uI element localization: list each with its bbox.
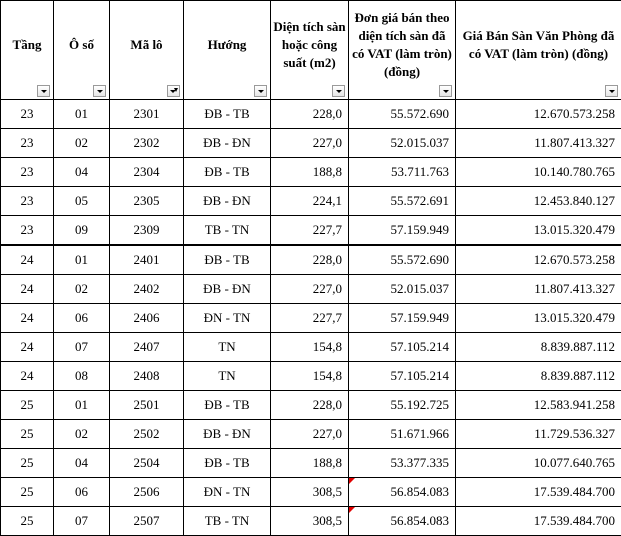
total-price-cell[interactable]: 17.539.484.700	[456, 507, 621, 536]
unit-no-cell[interactable]: 04	[54, 449, 110, 478]
comment-indicator-icon[interactable]	[349, 507, 355, 513]
header-direction-label: Hướng	[207, 37, 247, 52]
unit-price-cell[interactable]: 52.015.037	[349, 275, 456, 304]
direction-cell[interactable]: ĐB - TB	[184, 449, 271, 478]
filter-dropdown-icon[interactable]	[332, 85, 345, 97]
floor-cell[interactable]: 23	[1, 129, 54, 158]
comment-indicator-icon[interactable]	[349, 478, 355, 484]
lot-code-cell[interactable]: 2407	[110, 333, 184, 362]
total-price-cell[interactable]: 13.015.320.479	[456, 304, 621, 333]
floor-cell[interactable]: 25	[1, 478, 54, 507]
table-row	[1, 275, 621, 304]
floor-cell[interactable]: 25	[1, 507, 54, 536]
floor-cell[interactable]: 23	[1, 187, 54, 216]
table-row	[1, 245, 621, 275]
table-row	[1, 216, 621, 246]
direction-cell[interactable]: TB - TN	[184, 216, 271, 246]
filter-dropdown-icon[interactable]	[93, 85, 106, 97]
area-cell[interactable]: 154,8	[271, 333, 349, 362]
unit-price-cell[interactable]: 57.159.949	[349, 304, 456, 333]
floor-cell[interactable]: 23	[1, 158, 54, 187]
unit-price-cell[interactable]: 53.711.763	[349, 158, 456, 187]
floor-cell[interactable]: 23	[1, 100, 54, 129]
header-lot-code-label: Mã lô	[130, 37, 163, 52]
unit-no-cell[interactable]: 01	[54, 245, 110, 275]
total-price-cell[interactable]: 10.140.780.765	[456, 158, 621, 187]
table-row	[1, 391, 621, 420]
direction-cell[interactable]: ĐB - TB	[184, 100, 271, 129]
total-price-cell[interactable]: 8.839.887.112	[456, 333, 621, 362]
floor-cell[interactable]: 24	[1, 275, 54, 304]
lot-code-cell[interactable]: 2302	[110, 129, 184, 158]
total-price-cell[interactable]: 11.729.536.327	[456, 420, 621, 449]
area-cell[interactable]: 227,0	[271, 129, 349, 158]
unit-no-cell[interactable]: 02	[54, 420, 110, 449]
header-total-price-label: Giá Bán Sàn Văn Phòng đã có VAT (làm tròn) (đồng)	[462, 28, 615, 61]
unit-no-cell[interactable]: 02	[54, 275, 110, 304]
unit-no-cell[interactable]: 05	[54, 187, 110, 216]
unit-price-cell[interactable]: 53.377.335	[349, 449, 456, 478]
unit-price-cell[interactable]: 55.572.690	[349, 245, 456, 275]
unit-price-cell[interactable]	[349, 478, 456, 507]
unit-price-value: 56.854.083	[390, 513, 449, 528]
area-cell[interactable]: 227,7	[271, 216, 349, 246]
total-price-cell[interactable]: 17.539.484.700	[456, 478, 621, 507]
area-cell[interactable]: 154,8	[271, 362, 349, 391]
lot-code-cell[interactable]: 2401	[110, 245, 184, 275]
header-unit-no	[54, 1, 110, 100]
area-cell[interactable]: 308,5	[271, 478, 349, 507]
area-cell[interactable]: 228,0	[271, 391, 349, 420]
table-row	[1, 478, 621, 507]
lot-code-cell[interactable]: 2406	[110, 304, 184, 333]
area-cell[interactable]: 224,1	[271, 187, 349, 216]
header-total-price	[456, 1, 621, 100]
lot-code-cell[interactable]: 2305	[110, 187, 184, 216]
area-cell[interactable]: 228,0	[271, 245, 349, 275]
unit-no-cell[interactable]: 08	[54, 362, 110, 391]
filter-dropdown-icon[interactable]	[37, 85, 50, 97]
direction-cell[interactable]: ĐN - TN	[184, 304, 271, 333]
area-cell[interactable]: 188,8	[271, 158, 349, 187]
direction-cell[interactable]: ĐB - TB	[184, 245, 271, 275]
lot-code-cell[interactable]: 2502	[110, 420, 184, 449]
unit-price-cell[interactable]: 55.192.725	[349, 391, 456, 420]
unit-no-cell[interactable]: 02	[54, 129, 110, 158]
table-row	[1, 304, 621, 333]
floor-cell[interactable]: 24	[1, 333, 54, 362]
direction-cell[interactable]: ĐB - TB	[184, 391, 271, 420]
area-cell[interactable]: 227,7	[271, 304, 349, 333]
filter-dropdown-icon[interactable]	[254, 85, 267, 97]
unit-price-cell[interactable]: 55.572.691	[349, 187, 456, 216]
lot-code-cell[interactable]: 2504	[110, 449, 184, 478]
table-row	[1, 100, 621, 129]
unit-price-cell[interactable]	[349, 507, 456, 536]
floor-cell[interactable]: 24	[1, 304, 54, 333]
total-price-cell[interactable]: 13.015.320.479	[456, 216, 621, 246]
table-row	[1, 420, 621, 449]
direction-cell[interactable]: TN	[184, 333, 271, 362]
lot-code-cell[interactable]: 2301	[110, 100, 184, 129]
unit-no-cell[interactable]: 06	[54, 478, 110, 507]
header-lot-code	[110, 1, 184, 100]
header-area-label: Diện tích sàn hoặc công suất (m2)	[273, 19, 346, 70]
direction-cell[interactable]: ĐB - ĐN	[184, 129, 271, 158]
floor-cell[interactable]: 24	[1, 362, 54, 391]
direction-cell[interactable]: ĐB - ĐN	[184, 187, 271, 216]
header-area	[271, 1, 349, 100]
unit-no-cell[interactable]: 01	[54, 391, 110, 420]
header-direction	[184, 1, 271, 100]
total-price-cell[interactable]: 8.839.887.112	[456, 362, 621, 391]
table-row	[1, 449, 621, 478]
table-row	[1, 507, 621, 536]
header-unit-no-label: Ô số	[69, 37, 94, 52]
area-cell[interactable]: 188,8	[271, 449, 349, 478]
table-row	[1, 362, 621, 391]
total-price-cell[interactable]: 12.670.573.258	[456, 100, 621, 129]
area-cell[interactable]: 227,0	[271, 275, 349, 304]
table-row	[1, 333, 621, 362]
direction-cell[interactable]: ĐB - ĐN	[184, 420, 271, 449]
header-unit-price-label: Đơn giá bán theo diện tích sàn đã có VAT (làm tròn) (đồng)	[352, 10, 452, 79]
lot-code-cell[interactable]: 2507	[110, 507, 184, 536]
direction-cell[interactable]: TN	[184, 362, 271, 391]
floor-cell[interactable]: 25	[1, 420, 54, 449]
unit-no-cell[interactable]: 07	[54, 507, 110, 536]
direction-cell[interactable]: ĐN - TN	[184, 478, 271, 507]
floor-cell[interactable]: 24	[1, 245, 54, 275]
lot-code-cell[interactable]: 2506	[110, 478, 184, 507]
lot-code-cell[interactable]: 2304	[110, 158, 184, 187]
table-row	[1, 158, 621, 187]
unit-no-cell[interactable]: 04	[54, 158, 110, 187]
unit-price-cell[interactable]: 55.572.690	[349, 100, 456, 129]
unit-no-cell[interactable]: 07	[54, 333, 110, 362]
total-price-cell[interactable]: 12.583.941.258	[456, 391, 621, 420]
area-cell[interactable]: 227,0	[271, 420, 349, 449]
lot-code-cell[interactable]: 2402	[110, 275, 184, 304]
floor-cell[interactable]: 25	[1, 391, 54, 420]
unit-no-cell[interactable]: 01	[54, 100, 110, 129]
lot-code-cell[interactable]: 2408	[110, 362, 184, 391]
direction-cell[interactable]: ĐB - TB	[184, 158, 271, 187]
unit-price-cell[interactable]: 57.159.949	[349, 216, 456, 246]
unit-no-cell[interactable]: 06	[54, 304, 110, 333]
total-price-cell[interactable]: 12.670.573.258	[456, 245, 621, 275]
lot-code-cell[interactable]: 2501	[110, 391, 184, 420]
area-cell[interactable]: 308,5	[271, 507, 349, 536]
table-row	[1, 187, 621, 216]
header-floor	[1, 1, 54, 100]
direction-cell[interactable]: TB - TN	[184, 507, 271, 536]
total-price-cell[interactable]: 11.807.413.327	[456, 275, 621, 304]
header-unit-price	[349, 1, 456, 100]
total-price-cell[interactable]: 11.807.413.327	[456, 129, 621, 158]
unit-price-value: 56.854.083	[390, 484, 449, 499]
unit-price-cell[interactable]: 52.015.037	[349, 129, 456, 158]
floor-cell[interactable]: 25	[1, 449, 54, 478]
unit-no-cell[interactable]: 09	[54, 216, 110, 246]
unit-price-cell[interactable]: 51.671.966	[349, 420, 456, 449]
filter-dropdown-icon[interactable]	[439, 85, 452, 97]
header-floor-label: Tầng	[12, 37, 42, 52]
unit-price-cell[interactable]: 57.105.214	[349, 333, 456, 362]
total-price-cell[interactable]: 10.077.640.765	[456, 449, 621, 478]
total-price-cell[interactable]: 12.453.840.127	[456, 187, 621, 216]
filter-active-icon[interactable]	[167, 85, 180, 97]
floor-cell[interactable]: 23	[1, 216, 54, 246]
direction-cell[interactable]: ĐB - ĐN	[184, 275, 271, 304]
unit-price-cell[interactable]: 57.105.214	[349, 362, 456, 391]
filter-dropdown-icon[interactable]	[605, 85, 618, 97]
area-cell[interactable]: 228,0	[271, 100, 349, 129]
table-row	[1, 129, 621, 158]
lot-code-cell[interactable]: 2309	[110, 216, 184, 246]
header-row	[1, 1, 621, 100]
